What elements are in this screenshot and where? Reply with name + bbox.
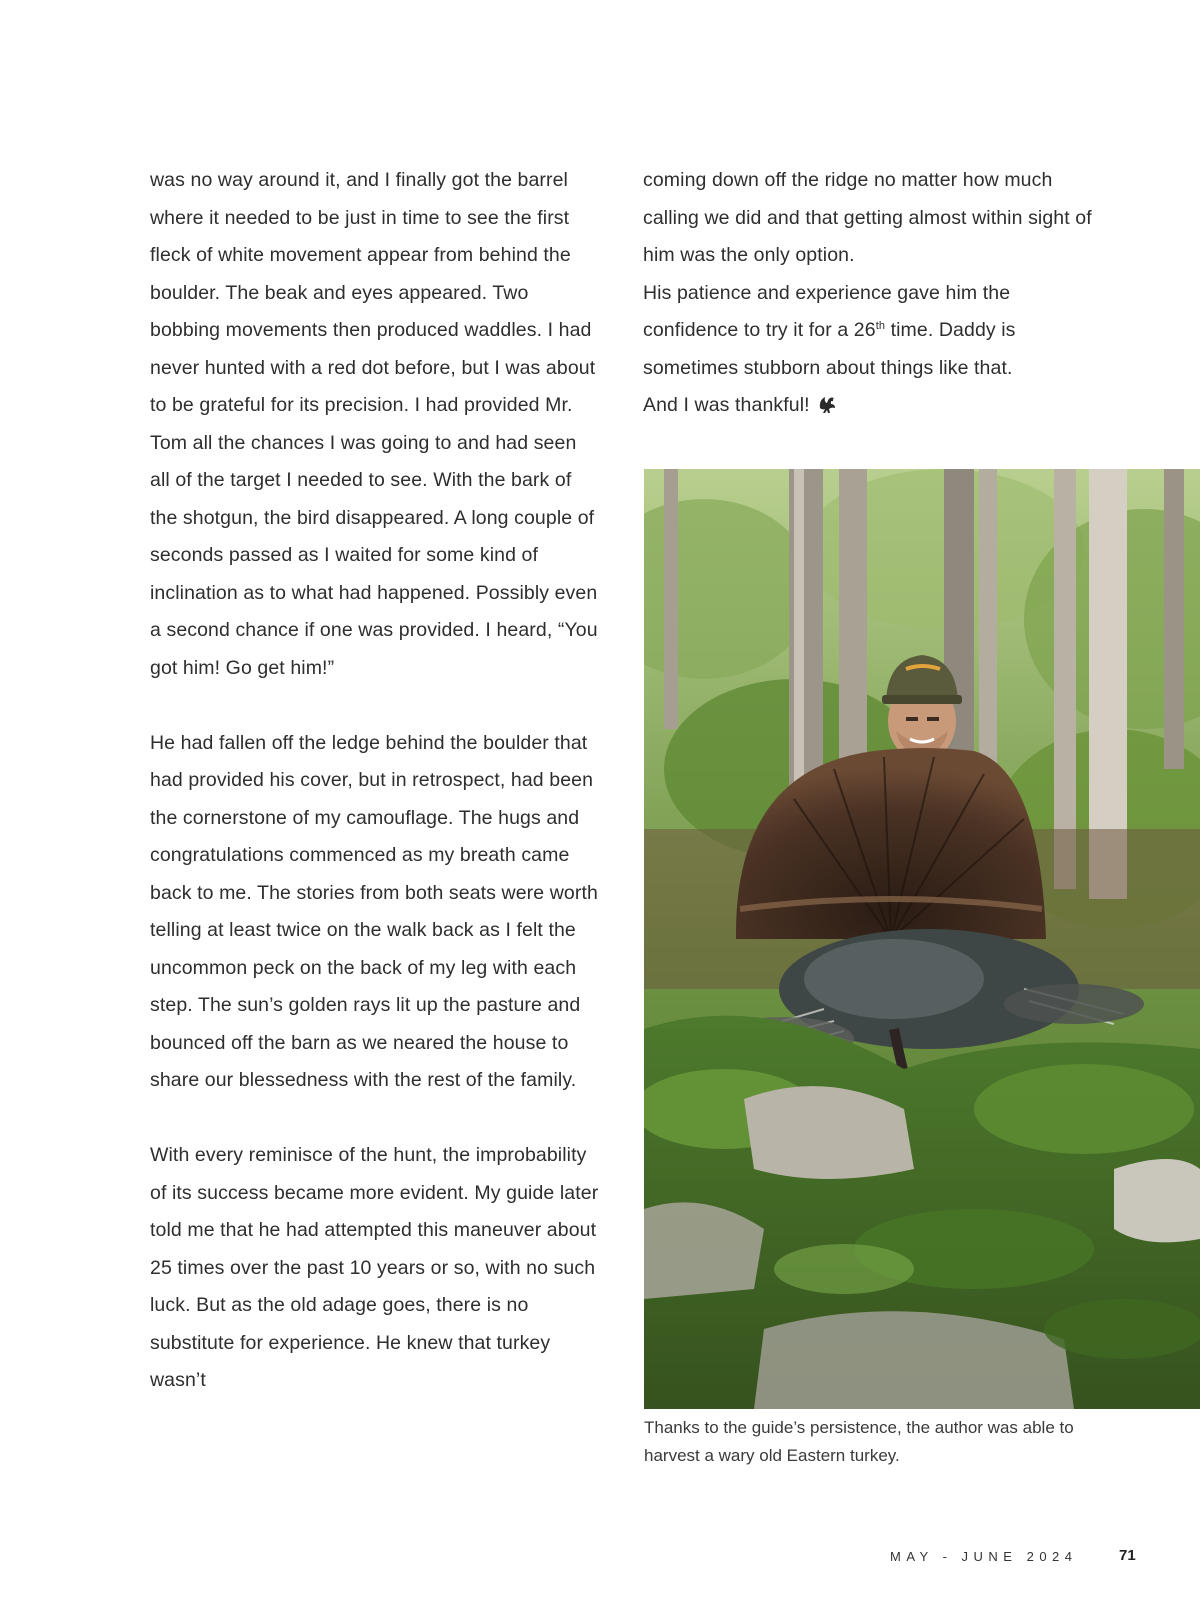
turkey-hunt-photo	[644, 469, 1200, 1409]
closing-sentence: And I was thankful!	[643, 394, 810, 416]
article-paragraph	[643, 275, 1093, 388]
photo-caption: Thanks to the guide’s persistence, the author was able to harvest a wary old Eastern turkey.	[644, 1418, 1074, 1465]
article-paragraph: coming down off the ridge no matter how much calling we did and that getting almost within sight of him was the only option.	[643, 169, 1092, 266]
ordinal-suffix: th	[875, 320, 886, 332]
article-paragraph: was no way around it, and I finally got the barrel where it needed to be just in time to see the first fleck of white movement appear from behind the boulder. The beak and eyes appeared. Two bobbing movements then produced waddles. I had never hunted with a red dot before, but I was about to be grateful for its precision. I had provided Mr. Tom all the chances I was going to and had seen all of the target I needed to see. With the bark of the shotgun, the bird disappeared. A long couple of seconds passed as I waited for some kind of inclination as to what had happened. Possibly even a second chance if one was provided. I heard, “You got him! Go get him!”	[150, 169, 598, 679]
article-paragraph: With every reminisce of the hunt, the improbability of its success became more evident. My guide later told me that he had attempted this maneuver about 25 times over the past 10 years or so, with no such luck. But as the old adage goes, there is no substitute for experience. He knew that turkey wasn’t	[150, 1144, 599, 1391]
issue-date: MAY - JUNE 2024	[890, 1549, 1078, 1564]
turkey-silhouette-icon	[817, 390, 837, 410]
page-number: 71	[1119, 1547, 1136, 1564]
article-paragraph: He had fallen off the ledge behind the boulder that had provided his cover, but in retrospect, had been the cornerstone of my camouflage. The hugs and congratulations commenced as my breath came back to me. The stories from both seats were worth telling at least twice on the walk back as I felt the uncommon peck on the back of my leg with each step. The sun’s golden rays lit up the pasture and bounced off the barn as we neared the house to share our blessedness with the rest of the family.	[150, 731, 598, 1091]
article-right-column	[643, 162, 1093, 425]
paragraph-text: time. Daddy is sometimes stubborn about things like that.	[643, 319, 1016, 379]
paragraph-text: His patience and experience gave him the confidence to try it for a 26	[643, 281, 1011, 341]
article-left-column	[150, 162, 600, 1437]
article-paragraph	[643, 387, 1093, 425]
